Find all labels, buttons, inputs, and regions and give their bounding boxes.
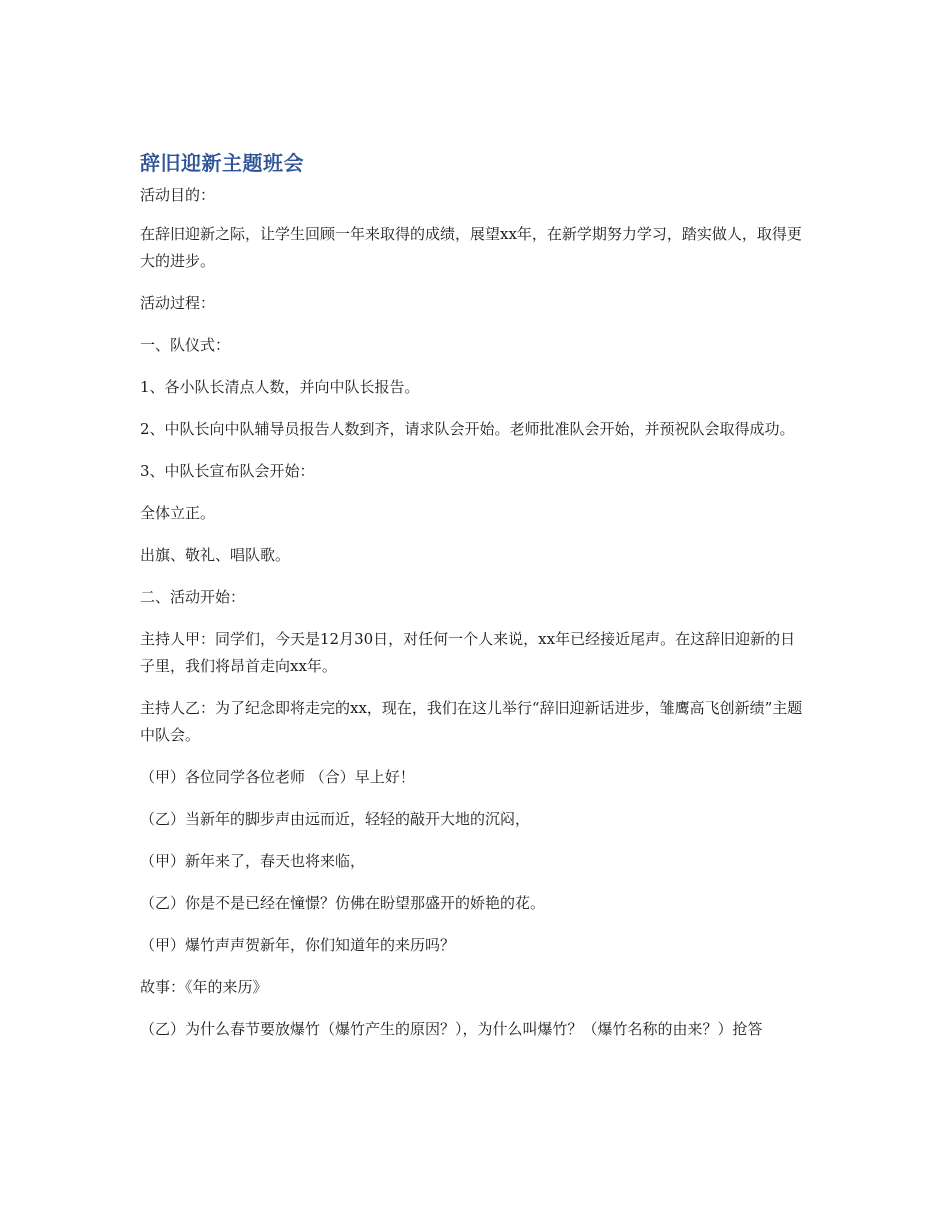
paragraph-purpose-body: 在辞旧迎新之际，让学生回顾一年来取得的成绩，展望xx年，在新学期努力学习，踏实做人，取得更大的进步。 — [140, 225, 802, 270]
paragraph-dialogue-4: （乙）你是不是已经在憧憬？仿佛在盼望那盛开的娇艳的花。 — [140, 894, 546, 912]
paragraph-quiz: （乙）为什么春节要放爆竹（爆竹产生的原因？），为什么叫爆竹？（爆竹名称的由来？）抢答 — [140, 1020, 763, 1038]
paragraph-dialogue-1: （甲）各位同学各位老师 （合）早上好！ — [140, 768, 415, 786]
paragraph-process-heading: 活动过程： — [140, 294, 216, 312]
paragraph-section-two: 二、活动开始： — [140, 588, 246, 606]
document-page — [140, 148, 808, 1058]
paragraph-step-2: 2、中队长向中队辅导员报告人数到齐，请求队会开始。老师批准队会开始，并预祝队会取得成功。 — [140, 420, 795, 438]
paragraph-section-one: 一、队仪式： — [140, 336, 231, 354]
paragraph-host-b-intro: 主持人乙：为了纪念即将走完的xx，现在，我们在这儿举行“辞旧迎新话进步，雏鹰高飞创新绩”主题中队会。 — [140, 699, 803, 744]
paragraph-step-1: 1、各小队长清点人数，并向中队长报告。 — [140, 378, 420, 396]
paragraph-dialogue-3: （甲）新年来了，春天也将来临， — [140, 852, 366, 870]
paragraph-host-a-intro: 主持人甲：同学们，今天是12月30日，对任何一个人来说，xx年已经接近尾声。在这辞旧迎新的日子里，我们将昂首走向xx年。 — [140, 630, 796, 675]
paragraph-dialogue-5: （甲）爆竹声声贺新年，你们知道年的来历吗？ — [140, 936, 456, 954]
paragraph-flag-ceremony: 出旗、敬礼、唱队歌。 — [140, 546, 291, 564]
paragraph-step-3: 3、中队长宣布队会开始： — [140, 462, 315, 480]
paragraph-dialogue-2: （乙）当新年的脚步声由远而近，轻轻的敲开大地的沉闷， — [140, 810, 531, 828]
paragraph-story: 故事：《年的来历》 — [140, 978, 268, 996]
paragraph-attention: 全体立正。 — [140, 504, 216, 522]
document-title: 辞旧迎新主题班会 — [140, 151, 304, 175]
paragraph-purpose-heading: 活动目的： — [140, 186, 216, 204]
